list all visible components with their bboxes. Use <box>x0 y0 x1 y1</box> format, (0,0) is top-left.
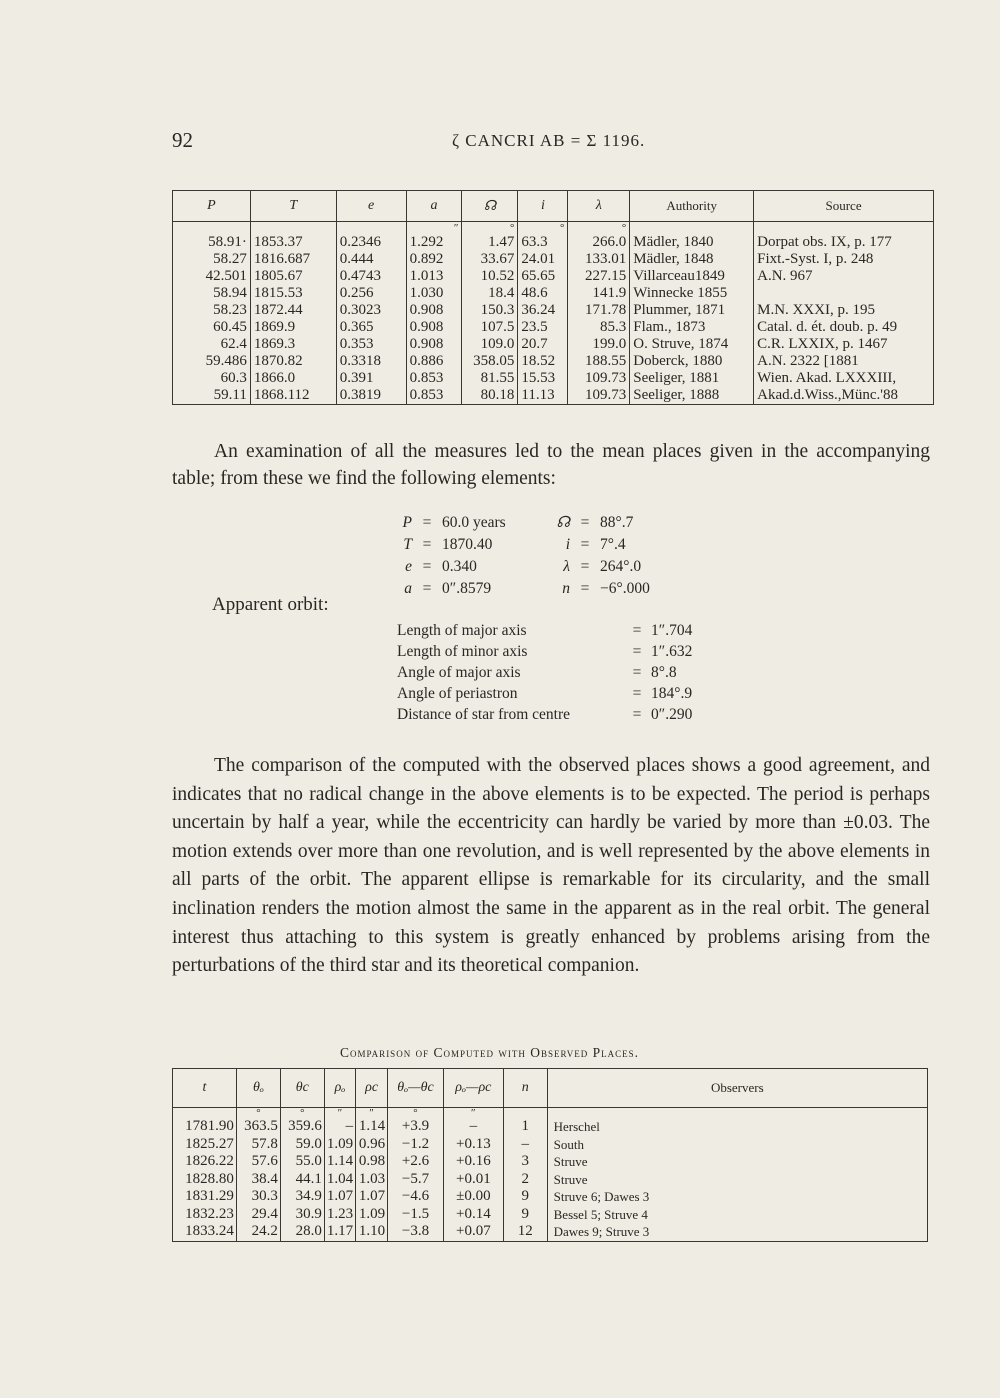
table1-cell: 109.73 <box>568 387 630 405</box>
table1-cell: 60.3 <box>173 370 251 387</box>
table2-cell: 363.5 <box>236 1118 280 1136</box>
table1-unit-cell: ° <box>518 222 568 235</box>
table1-cell: 109.0 <box>462 336 518 353</box>
table1-cell: 1805.67 <box>250 268 336 285</box>
table2-cell: 1832.23 <box>173 1206 237 1224</box>
table1-cell: 1870.82 <box>250 353 336 370</box>
table2-header: n <box>503 1069 547 1108</box>
equals-sign: = <box>580 580 590 597</box>
table1-cell: 11.13 <box>518 387 568 405</box>
table2-cell: 1831.29 <box>173 1188 237 1206</box>
table1-cell: 107.5 <box>462 319 518 336</box>
table2-cell: 1.17 <box>324 1223 355 1241</box>
table1-cell: A.N. 967 <box>754 268 934 285</box>
orbit-label: Length of major axis <box>397 622 527 639</box>
table2-cell: +2.6 <box>388 1153 444 1171</box>
equals-sign: = <box>632 622 642 639</box>
table1-cell: 80.18 <box>462 387 518 405</box>
table2-cell: −3.8 <box>388 1223 444 1241</box>
table2-cell: +3.9 <box>388 1118 444 1136</box>
table2-cell: 1828.80 <box>173 1171 237 1189</box>
table1-cell: 0.853 <box>406 370 462 387</box>
table2-cell: 0.96 <box>356 1136 388 1154</box>
element-symbol: ☊ <box>556 514 570 531</box>
orbit-value: 8°.8 <box>651 664 677 681</box>
table1-cell: 59.11 <box>173 387 251 405</box>
table2-cell: 359.6 <box>280 1118 324 1136</box>
table1-cell: Doberck, 1880 <box>630 353 754 370</box>
table1-cell: 24.01 <box>518 251 568 268</box>
table2-unit-cell <box>173 1108 237 1119</box>
table2-cell: – <box>324 1118 355 1136</box>
table1-row <box>173 251 934 268</box>
table1-cell: 0.908 <box>406 319 462 336</box>
table2-row <box>173 1153 928 1171</box>
table1-cell: 60.45 <box>173 319 251 336</box>
element-value: 60.0 years <box>442 514 506 531</box>
table1-cell: Mädler, 1848 <box>630 251 754 268</box>
table1-cell: 15.53 <box>518 370 568 387</box>
table1-cell: 58.23 <box>173 302 251 319</box>
table1-cell: 59.486 <box>173 353 251 370</box>
table1-header: i <box>518 191 568 222</box>
table1-cell: 1853.37 <box>250 234 336 251</box>
table1-row <box>173 319 934 336</box>
orbit-row <box>397 662 692 683</box>
table1-cell: 0.4743 <box>336 268 406 285</box>
table1-cell: 18.4 <box>462 285 518 302</box>
table2-cell: 34.9 <box>280 1188 324 1206</box>
table1-cell: 62.4 <box>173 336 251 353</box>
table1-cell: 85.3 <box>568 319 630 336</box>
table2-cell: 1833.24 <box>173 1223 237 1241</box>
comparison-table <box>172 1068 928 1242</box>
element-symbol: e <box>405 558 412 575</box>
table1-header: a <box>406 191 462 222</box>
table1-cell: 36.24 <box>518 302 568 319</box>
table2-cell: South <box>547 1136 927 1154</box>
table1-unit-cell: ″ <box>406 222 462 235</box>
element-symbol: i <box>565 536 570 553</box>
element-row <box>540 578 650 600</box>
table1-cell: 1869.3 <box>250 336 336 353</box>
table1-cell: 0.908 <box>406 302 462 319</box>
table1-cell: 188.55 <box>568 353 630 370</box>
table1-cell: 1866.0 <box>250 370 336 387</box>
table2-cell: −1.5 <box>388 1206 444 1224</box>
table1-cell: 1.47 <box>462 234 518 251</box>
table1-cell: 10.52 <box>462 268 518 285</box>
table2-cell: 9 <box>503 1206 547 1224</box>
table1-cell: Catal. d. ét. doub. p. 49 <box>754 319 934 336</box>
equals-sign: = <box>632 706 642 723</box>
table2-cell: −1.2 <box>388 1136 444 1154</box>
table2-cell: −4.6 <box>388 1188 444 1206</box>
table2-cell: 28.0 <box>280 1223 324 1241</box>
elements-right <box>540 512 650 600</box>
table2-cell: 55.0 <box>280 1153 324 1171</box>
table1-cell: 1.292 <box>406 234 462 251</box>
element-row <box>382 512 506 534</box>
table1-cell: 141.9 <box>568 285 630 302</box>
table2-cell: 1 <box>503 1118 547 1136</box>
table1-header: e <box>336 191 406 222</box>
table2-unit-cell: ″ <box>324 1108 355 1119</box>
table1-cell: C.R. LXXIX, p. 1467 <box>754 336 934 353</box>
table2-cell: 0.98 <box>356 1153 388 1171</box>
table1-cell: 65.65 <box>518 268 568 285</box>
table2-cell: +0.07 <box>443 1223 503 1241</box>
table1-cell: 33.67 <box>462 251 518 268</box>
table2-row <box>173 1136 928 1154</box>
table2-cell: 1.14 <box>324 1153 355 1171</box>
table1-cell: Plummer, 1871 <box>630 302 754 319</box>
table1-row <box>173 336 934 353</box>
table1-units-row <box>173 222 934 235</box>
table2-unit-cell: ° <box>280 1108 324 1119</box>
orbit-row <box>397 683 692 704</box>
table1-cell: 199.0 <box>568 336 630 353</box>
table1-cell: 0.256 <box>336 285 406 302</box>
element-row <box>540 534 650 556</box>
orbit-label: Angle of major axis <box>397 664 521 681</box>
table1-header: ☊ <box>462 191 518 222</box>
table2-units-row <box>173 1108 928 1119</box>
table1-unit-cell <box>336 222 406 235</box>
table1-cell: 42.501 <box>173 268 251 285</box>
table2-header: θₒ <box>236 1069 280 1108</box>
table1-cell: 48.6 <box>518 285 568 302</box>
table2-row <box>173 1118 928 1136</box>
table2-cell: +0.16 <box>443 1153 503 1171</box>
paragraph-comparison: The comparison of the computed with the observed places shows a good agreement, and indicates that no radical change in the above elements is to be expected. The period is perhaps uncertain by half a year, while the eccentricity can hardly be varied by more than ±0.03. The motion extends over more than one revolution, and is well represented by the above elements in all parts of the orbit. The apparent ellipse is remarkable for its circularity, and the small inclination renders the motion almost the same in the apparent as in the real orbit. The general interest thus attaching to this system is greatly enhanced by problems arising from the perturbations of the third star and its theoretical companion. <box>172 755 930 977</box>
table2-row <box>173 1206 928 1224</box>
table2-cell: 30.3 <box>236 1188 280 1206</box>
equals-sign: = <box>580 558 590 575</box>
table2-cell: 57.8 <box>236 1136 280 1154</box>
element-symbol: n <box>562 580 570 597</box>
table1-unit-cell <box>630 222 754 235</box>
table2-cell: Struve 6; Dawes 3 <box>547 1188 927 1206</box>
table2-header: Observers <box>547 1069 927 1108</box>
orbit-elements-table <box>172 190 934 405</box>
table1-cell: 1.013 <box>406 268 462 285</box>
table2-cell: – <box>443 1118 503 1136</box>
table1-cell: 18.52 <box>518 353 568 370</box>
equals-sign: = <box>422 536 432 553</box>
table2-row <box>173 1171 928 1189</box>
element-symbol: T <box>403 536 412 553</box>
table2-cell: 44.1 <box>280 1171 324 1189</box>
table1-row <box>173 234 934 251</box>
table1-row <box>173 370 934 387</box>
table1-cell: 0.2346 <box>336 234 406 251</box>
orbit-row <box>397 704 692 725</box>
table2-cell: Struve <box>547 1153 927 1171</box>
table2-cell: 57.6 <box>236 1153 280 1171</box>
table2-cell: 12 <box>503 1223 547 1241</box>
table2-cell: +0.13 <box>443 1136 503 1154</box>
table1-cell: 0.391 <box>336 370 406 387</box>
element-value: 7°.4 <box>600 536 626 553</box>
table1-cell: A.N. 2322 [1881 <box>754 353 934 370</box>
equals-sign: = <box>632 664 642 681</box>
table1-cell: 1.030 <box>406 285 462 302</box>
table2-cell: 3 <box>503 1153 547 1171</box>
table1-cell: 0.853 <box>406 387 462 405</box>
table1-cell: 0.3819 <box>336 387 406 405</box>
table1-cell: 358.05 <box>462 353 518 370</box>
table1-cell: Mädler, 1840 <box>630 234 754 251</box>
table1-cell: Akad.d.Wiss.,Münc.'88 <box>754 387 934 405</box>
table2-cell: 29.4 <box>236 1206 280 1224</box>
table1-cell: 58.94 <box>173 285 251 302</box>
table1-header: Source <box>754 191 934 222</box>
element-row <box>540 512 650 534</box>
table1-cell: Seeliger, 1881 <box>630 370 754 387</box>
table2-cell: – <box>503 1136 547 1154</box>
element-symbol: P <box>402 514 412 531</box>
table1-cell: 0.353 <box>336 336 406 353</box>
table1-cell: 58.91· <box>173 234 251 251</box>
table1-cell: 0.886 <box>406 353 462 370</box>
table2-header: t <box>173 1069 237 1108</box>
table1-cell: Flam., 1873 <box>630 319 754 336</box>
table1-row <box>173 387 934 405</box>
element-symbol: λ <box>563 558 570 575</box>
table2-cell: 1.07 <box>356 1188 388 1206</box>
orbit-row <box>397 641 692 662</box>
table1-cell: Seeliger, 1888 <box>630 387 754 405</box>
table2-cell: 1826.22 <box>173 1153 237 1171</box>
table2-unit-cell <box>503 1108 547 1119</box>
table2-cell: 1.09 <box>356 1206 388 1224</box>
table1-cell: 1815.53 <box>250 285 336 302</box>
table2-row <box>173 1188 928 1206</box>
table1-header: T <box>250 191 336 222</box>
table1-header: P <box>173 191 251 222</box>
element-value: 1870.40 <box>442 536 493 553</box>
table1-cell <box>754 285 934 302</box>
table1-cell: 1816.687 <box>250 251 336 268</box>
table2-cell: 1825.27 <box>173 1136 237 1154</box>
table2-cell: 1.07 <box>324 1188 355 1206</box>
table1-cell: 109.73 <box>568 370 630 387</box>
running-title: ζ CANCRI AB = Σ 1196. <box>452 131 646 150</box>
orbit-value: 184°.9 <box>651 685 693 702</box>
table2-cell: Herschel <box>547 1118 927 1136</box>
table1-cell: Fixt.-Syst. I, p. 248 <box>754 251 934 268</box>
table1-cell: 227.15 <box>568 268 630 285</box>
element-value: 0.340 <box>442 558 477 575</box>
equals-sign: = <box>580 536 590 553</box>
table2-cell: 38.4 <box>236 1171 280 1189</box>
table2-cell: ±0.00 <box>443 1188 503 1206</box>
orbit-row <box>397 620 692 641</box>
table1-cell: 63.3 <box>518 234 568 251</box>
table2-cell: Struve <box>547 1171 927 1189</box>
table2-cell: +0.01 <box>443 1171 503 1189</box>
table1-cell: 1872.44 <box>250 302 336 319</box>
table2-unit-cell: ″ <box>443 1108 503 1119</box>
table1-cell: 171.78 <box>568 302 630 319</box>
table2-unit-cell <box>547 1108 927 1119</box>
apparent-orbit-list <box>397 620 692 725</box>
table2-cell: Dawes 9; Struve 3 <box>547 1223 927 1241</box>
element-row <box>382 556 506 578</box>
table2-cell: 1.10 <box>356 1223 388 1241</box>
table2-cell: 30.9 <box>280 1206 324 1224</box>
table1-cell: 0.3023 <box>336 302 406 319</box>
table2-header: ρₒ <box>324 1069 355 1108</box>
table-caption: Comparison of Computed with Observed Places. <box>340 1045 639 1060</box>
table1-cell: 1869.9 <box>250 319 336 336</box>
paragraph-examination: An examination of all the measures led to the mean places given in the accompanying table; from these we find the following elements: <box>172 441 930 489</box>
table1-header: Authority <box>630 191 754 222</box>
table2-cell: 1.04 <box>324 1171 355 1189</box>
table1-cell: O. Struve, 1874 <box>630 336 754 353</box>
table2-cell: 9 <box>503 1188 547 1206</box>
table1-cell: Dorpat obs. IX, p. 177 <box>754 234 934 251</box>
orbit-label: Length of minor axis <box>397 643 528 660</box>
table2-cell: 1.14 <box>356 1118 388 1136</box>
element-symbol: a <box>404 580 412 597</box>
table1-cell: Wien. Akad. LXXXIII, <box>754 370 934 387</box>
table1-cell: 58.27 <box>173 251 251 268</box>
element-value: 264°.0 <box>600 558 642 575</box>
table1-cell: 0.365 <box>336 319 406 336</box>
table1-unit-cell <box>173 222 251 235</box>
equals-sign: = <box>422 558 432 575</box>
table1-row <box>173 285 934 302</box>
table2-cell: 59.0 <box>280 1136 324 1154</box>
equals-sign: = <box>580 514 590 531</box>
apparent-orbit-label: Apparent orbit: <box>212 594 329 615</box>
table1-cell: 133.01 <box>568 251 630 268</box>
table2-cell: 1.03 <box>356 1171 388 1189</box>
table1-row <box>173 353 934 370</box>
table2-cell: Bessel 5; Struve 4 <box>547 1206 927 1224</box>
table2-header: ρₒ—ρc <box>443 1069 503 1108</box>
table2-cell: 1.09 <box>324 1136 355 1154</box>
table2-cell: 1.23 <box>324 1206 355 1224</box>
table1-cell: 150.3 <box>462 302 518 319</box>
element-value: 0″.8579 <box>442 580 492 597</box>
table2-header: θₒ—θc <box>388 1069 444 1108</box>
element-row <box>382 578 506 600</box>
table1-cell: 0.3318 <box>336 353 406 370</box>
table2-header: ρc <box>356 1069 388 1108</box>
element-value: 88°.7 <box>600 514 634 531</box>
table2-cell: 1781.90 <box>173 1118 237 1136</box>
table1-row <box>173 268 934 285</box>
elements-left <box>382 512 506 600</box>
element-value: −6°.000 <box>600 580 650 597</box>
table2-cell: 24.2 <box>236 1223 280 1241</box>
table1-header: λ <box>568 191 630 222</box>
table1-unit-cell <box>250 222 336 235</box>
table1-cell: 20.7 <box>518 336 568 353</box>
equals-sign: = <box>422 580 432 597</box>
table2-unit-cell: ° <box>236 1108 280 1119</box>
orbit-value: 1″.704 <box>651 622 693 639</box>
table2-cell: −5.7 <box>388 1171 444 1189</box>
equals-sign: = <box>632 643 642 660</box>
table2-unit-cell: ° <box>388 1108 444 1119</box>
table1-cell: 266.0 <box>568 234 630 251</box>
equals-sign: = <box>422 514 432 531</box>
table1-cell: 0.892 <box>406 251 462 268</box>
table2-row <box>173 1223 928 1241</box>
table1-unit-cell: ° <box>568 222 630 235</box>
table1-cell: 81.55 <box>462 370 518 387</box>
table1-cell: M.N. XXXI, p. 195 <box>754 302 934 319</box>
table1-cell: Winnecke 1855 <box>630 285 754 302</box>
table2-unit-cell: ″ <box>356 1108 388 1119</box>
table2-header: θc <box>280 1069 324 1108</box>
orbit-label: Angle of periastron <box>397 685 518 702</box>
table1-cell: 1868.112 <box>250 387 336 405</box>
table1-unit-cell: ° <box>462 222 518 235</box>
table1-cell: 0.908 <box>406 336 462 353</box>
table2-cell: 2 <box>503 1171 547 1189</box>
table1-cell: 23.5 <box>518 319 568 336</box>
table2-cell: +0.14 <box>443 1206 503 1224</box>
orbit-label: Distance of star from centre <box>397 706 571 723</box>
equals-sign: = <box>632 685 642 702</box>
page-number: 92 <box>172 128 193 152</box>
orbit-value: 0″.290 <box>651 706 693 723</box>
table1-unit-cell <box>754 222 934 235</box>
orbit-value: 1″.632 <box>651 643 693 660</box>
element-row <box>382 534 506 556</box>
table1-cell: 0.444 <box>336 251 406 268</box>
table1-cell: Villarceau1849 <box>630 268 754 285</box>
table1-row <box>173 302 934 319</box>
element-row <box>540 556 650 578</box>
